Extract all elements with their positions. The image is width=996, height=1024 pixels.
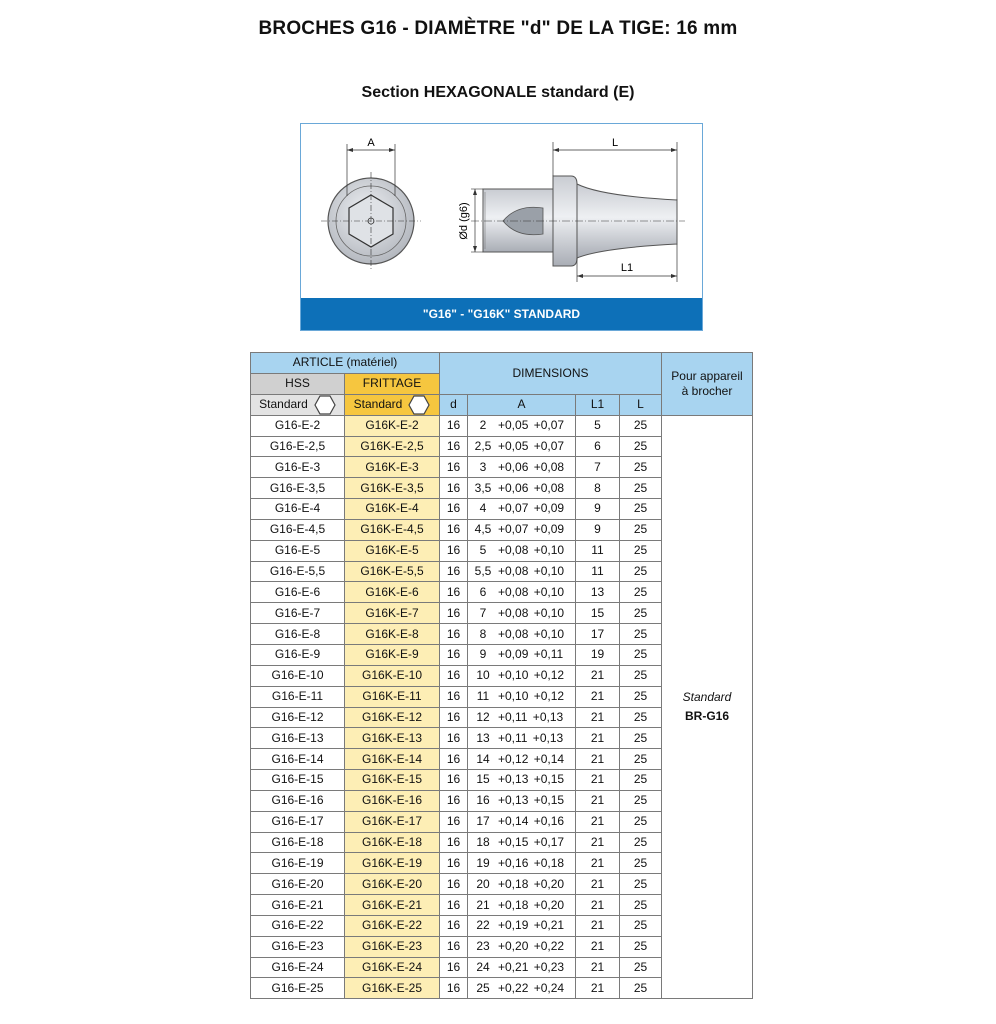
hss-item-code: G16-E-23 bbox=[251, 936, 345, 957]
a-value: 14 bbox=[476, 751, 490, 766]
hss-item-code: G16-E-7 bbox=[251, 603, 345, 624]
cell-l1: 15 bbox=[576, 603, 620, 624]
a-tolerance: +0,09 +0,11 bbox=[498, 647, 564, 662]
frittage-item-code: G16K-E-16 bbox=[345, 790, 440, 811]
a-value: 4,5 bbox=[474, 522, 492, 537]
cell-d: 16 bbox=[440, 644, 468, 665]
a-tolerance: +0,05 +0,07 bbox=[498, 438, 565, 453]
a-value: 18 bbox=[476, 834, 490, 849]
cell-a bbox=[468, 540, 576, 561]
header-standard-hss bbox=[251, 394, 345, 415]
cell-d: 16 bbox=[440, 874, 468, 895]
frittage-item-code: G16K-E-11 bbox=[345, 686, 440, 707]
cell-d: 16 bbox=[440, 415, 468, 436]
cell-l: 25 bbox=[620, 895, 662, 916]
cell-d: 16 bbox=[440, 978, 468, 999]
a-value: 3,5 bbox=[474, 480, 492, 495]
header-article: ARTICLE (matériel) bbox=[251, 353, 440, 374]
cell-d: 16 bbox=[440, 790, 468, 811]
cell-l: 25 bbox=[620, 686, 662, 707]
page-title: BROCHES G16 - DIAMÈTRE "d" DE LA TIGE: 16 mm bbox=[258, 18, 738, 39]
cell-a bbox=[468, 853, 576, 874]
a-value: 2 bbox=[479, 418, 487, 433]
cell-l1: 21 bbox=[576, 770, 620, 791]
cell-l1: 9 bbox=[576, 519, 620, 540]
a-value: 11 bbox=[476, 689, 490, 704]
frittage-item-code: G16K-E-19 bbox=[345, 853, 440, 874]
cell-l: 25 bbox=[620, 582, 662, 603]
cell-l: 25 bbox=[620, 457, 662, 478]
a-tolerance: +0,20 +0,22 bbox=[498, 939, 565, 954]
cell-d: 16 bbox=[440, 915, 468, 936]
hss-item-code: G16-E-8 bbox=[251, 624, 345, 645]
frittage-item-code: G16K-E-22 bbox=[345, 915, 440, 936]
cell-d: 16 bbox=[440, 749, 468, 770]
a-value: 15 bbox=[476, 772, 490, 787]
a-value: 12 bbox=[476, 709, 490, 724]
hss-item-code: G16-E-24 bbox=[251, 957, 345, 978]
cell-d: 16 bbox=[440, 436, 468, 457]
a-value: 5 bbox=[479, 543, 487, 558]
cell-l: 25 bbox=[620, 665, 662, 686]
cell-a bbox=[468, 895, 576, 916]
standard-hss-label: Standard bbox=[259, 397, 308, 412]
hss-item-code: G16-E-9 bbox=[251, 644, 345, 665]
a-tolerance: +0,08 +0,10 bbox=[498, 564, 565, 579]
a-value: 9 bbox=[479, 647, 487, 662]
hss-item-code: G16-E-4,5 bbox=[251, 519, 345, 540]
header-dimensions: DIMENSIONS bbox=[440, 353, 662, 395]
cell-l: 25 bbox=[620, 644, 662, 665]
a-tolerance: +0,22 +0,24 bbox=[498, 980, 565, 995]
cell-l: 25 bbox=[620, 915, 662, 936]
cell-d: 16 bbox=[440, 936, 468, 957]
cell-l: 25 bbox=[620, 519, 662, 540]
frittage-item-code: G16K-E-3 bbox=[345, 457, 440, 478]
a-tolerance: +0,19 +0,21 bbox=[498, 918, 565, 933]
cell-a bbox=[468, 915, 576, 936]
a-tolerance: +0,08 +0,10 bbox=[498, 626, 565, 641]
apparatus-standard: Standard bbox=[682, 690, 732, 704]
frittage-item-code: G16K-E-25 bbox=[345, 978, 440, 999]
table-row bbox=[251, 415, 753, 436]
a-tolerance: +0,12 +0,14 bbox=[498, 751, 565, 766]
a-value: 2,5 bbox=[474, 438, 492, 453]
cell-l: 25 bbox=[620, 728, 662, 749]
a-tolerance: +0,18 +0,20 bbox=[498, 876, 565, 891]
cell-d: 16 bbox=[440, 770, 468, 791]
a-tolerance: +0,13 +0,15 bbox=[498, 772, 565, 787]
header-col-a: A bbox=[468, 394, 576, 415]
cell-l: 25 bbox=[620, 707, 662, 728]
cell-l1: 21 bbox=[576, 686, 620, 707]
cell-l1: 21 bbox=[576, 749, 620, 770]
hss-item-code: G16-E-20 bbox=[251, 874, 345, 895]
cell-a bbox=[468, 728, 576, 749]
cell-l1: 21 bbox=[576, 665, 620, 686]
header-col-l1: L1 bbox=[576, 394, 620, 415]
frittage-item-code: G16K-E-24 bbox=[345, 957, 440, 978]
frittage-item-code: G16K-E-13 bbox=[345, 728, 440, 749]
a-tolerance: +0,10 +0,12 bbox=[498, 668, 565, 683]
frittage-item-code: G16K-E-9 bbox=[345, 644, 440, 665]
cell-a bbox=[468, 874, 576, 895]
cell-a bbox=[468, 499, 576, 520]
hss-item-code: G16-E-13 bbox=[251, 728, 345, 749]
hss-item-code: G16-E-15 bbox=[251, 770, 345, 791]
a-value: 17 bbox=[476, 814, 490, 829]
cell-d: 16 bbox=[440, 519, 468, 540]
a-value: 8 bbox=[479, 626, 487, 641]
cell-l1: 21 bbox=[576, 957, 620, 978]
frittage-item-code: G16K-E-14 bbox=[345, 749, 440, 770]
a-tolerance: +0,08 +0,10 bbox=[498, 543, 565, 558]
frittage-item-code: G16K-E-10 bbox=[345, 665, 440, 686]
broach-drawing bbox=[301, 124, 702, 300]
a-value: 5,5 bbox=[474, 564, 492, 579]
cell-l1: 21 bbox=[576, 707, 620, 728]
cell-l: 25 bbox=[620, 603, 662, 624]
cell-a bbox=[468, 978, 576, 999]
apparatus-model: BR-G16 bbox=[684, 709, 729, 723]
hss-item-code: G16-E-22 bbox=[251, 915, 345, 936]
a-tolerance: +0,11 +0,13 bbox=[498, 709, 564, 724]
cell-a bbox=[468, 665, 576, 686]
frittage-item-code: G16K-E-23 bbox=[345, 936, 440, 957]
cell-l1: 8 bbox=[576, 478, 620, 499]
cell-d: 16 bbox=[440, 707, 468, 728]
hss-item-code: G16-E-3 bbox=[251, 457, 345, 478]
a-value: 4 bbox=[479, 501, 487, 516]
a-tolerance: +0,21 +0,23 bbox=[498, 960, 565, 975]
label-l: L bbox=[611, 137, 619, 149]
a-value: 19 bbox=[476, 855, 490, 870]
cell-l: 25 bbox=[620, 978, 662, 999]
frittage-item-code: G16K-E-20 bbox=[345, 874, 440, 895]
header-frittage: FRITTAGE bbox=[345, 373, 440, 394]
frittage-item-code: G16K-E-6 bbox=[345, 582, 440, 603]
cell-a bbox=[468, 644, 576, 665]
cell-a bbox=[468, 790, 576, 811]
broach-table bbox=[250, 352, 753, 999]
hss-item-code: G16-E-5,5 bbox=[251, 561, 345, 582]
section-subtitle: Section HEXAGONALE standard (E) bbox=[361, 84, 635, 101]
hss-item-code: G16-E-3,5 bbox=[251, 478, 345, 499]
cell-l: 25 bbox=[620, 624, 662, 645]
a-tolerance: +0,11 +0,13 bbox=[498, 730, 564, 745]
hss-item-code: G16-E-2 bbox=[251, 415, 345, 436]
frittage-item-code: G16K-E-4 bbox=[345, 499, 440, 520]
cell-a bbox=[468, 770, 576, 791]
cell-d: 16 bbox=[440, 457, 468, 478]
standard-frittage-label: Standard bbox=[353, 397, 403, 412]
frittage-item-code: G16K-E-21 bbox=[345, 895, 440, 916]
label-a: A bbox=[367, 137, 375, 149]
hss-item-code: G16-E-14 bbox=[251, 749, 345, 770]
cell-l1: 17 bbox=[576, 624, 620, 645]
cell-a bbox=[468, 624, 576, 645]
a-value: 25 bbox=[476, 980, 490, 995]
a-tolerance: +0,13 +0,15 bbox=[498, 793, 565, 808]
hss-item-code: G16-E-12 bbox=[251, 707, 345, 728]
cell-l: 25 bbox=[620, 790, 662, 811]
cell-l1: 21 bbox=[576, 728, 620, 749]
end-view bbox=[321, 144, 421, 270]
hss-item-code: G16-E-17 bbox=[251, 811, 345, 832]
broach-drawing-figure bbox=[300, 123, 703, 331]
header-col-d: d bbox=[440, 394, 468, 415]
hss-item-code: G16-E-21 bbox=[251, 895, 345, 916]
hss-item-code: G16-E-10 bbox=[251, 665, 345, 686]
cell-l: 25 bbox=[620, 811, 662, 832]
frittage-item-code: G16K-E-17 bbox=[345, 811, 440, 832]
header-apparatus-line1: Pour appareil bbox=[671, 368, 743, 383]
frittage-item-code: G16K-E-15 bbox=[345, 770, 440, 791]
a-tolerance: +0,15 +0,17 bbox=[498, 834, 565, 849]
frittage-item-code: G16K-E-4,5 bbox=[345, 519, 440, 540]
side-view bbox=[471, 142, 685, 282]
cell-l1: 21 bbox=[576, 936, 620, 957]
cell-l1: 13 bbox=[576, 582, 620, 603]
cell-l1: 19 bbox=[576, 644, 620, 665]
frittage-item-code: G16K-E-18 bbox=[345, 832, 440, 853]
cell-d: 16 bbox=[440, 561, 468, 582]
hss-item-code: G16-E-11 bbox=[251, 686, 345, 707]
cell-d: 16 bbox=[440, 832, 468, 853]
a-value: 20 bbox=[476, 876, 490, 891]
a-tolerance: +0,18 +0,20 bbox=[498, 897, 565, 912]
a-value: 7 bbox=[479, 605, 487, 620]
cell-l1: 6 bbox=[576, 436, 620, 457]
cell-d: 16 bbox=[440, 853, 468, 874]
label-l1: L1 bbox=[620, 262, 634, 274]
header-apparatus-line2: à brocher bbox=[681, 383, 733, 398]
cell-l1: 21 bbox=[576, 978, 620, 999]
hss-item-code: G16-E-18 bbox=[251, 832, 345, 853]
cell-l1: 21 bbox=[576, 790, 620, 811]
cell-d: 16 bbox=[440, 624, 468, 645]
cell-a bbox=[468, 415, 576, 436]
cell-l: 25 bbox=[620, 957, 662, 978]
cell-d: 16 bbox=[440, 478, 468, 499]
a-value: 10 bbox=[476, 668, 490, 683]
cell-l1: 5 bbox=[576, 415, 620, 436]
a-tolerance: +0,07 +0,09 bbox=[498, 522, 565, 537]
header-apparatus bbox=[662, 353, 753, 416]
cell-a bbox=[468, 686, 576, 707]
cell-l: 25 bbox=[620, 499, 662, 520]
a-tolerance: +0,08 +0,10 bbox=[498, 605, 565, 620]
hss-item-code: G16-E-25 bbox=[251, 978, 345, 999]
a-tolerance: +0,08 +0,10 bbox=[498, 584, 565, 599]
cell-l1: 21 bbox=[576, 832, 620, 853]
cell-a bbox=[468, 936, 576, 957]
hss-item-code: G16-E-4 bbox=[251, 499, 345, 520]
a-tolerance: +0,14 +0,16 bbox=[498, 814, 565, 829]
cell-l: 25 bbox=[620, 540, 662, 561]
hss-item-code: G16-E-16 bbox=[251, 790, 345, 811]
frittage-item-code: G16K-E-2 bbox=[345, 415, 440, 436]
a-value: 16 bbox=[476, 793, 490, 808]
frittage-item-code: G16K-E-2,5 bbox=[345, 436, 440, 457]
frittage-item-code: G16K-E-7 bbox=[345, 603, 440, 624]
header-hss: HSS bbox=[251, 373, 345, 394]
cell-l1: 21 bbox=[576, 853, 620, 874]
hss-item-code: G16-E-19 bbox=[251, 853, 345, 874]
a-value: 13 bbox=[476, 730, 490, 745]
cell-a bbox=[468, 811, 576, 832]
cell-a bbox=[468, 582, 576, 603]
figure-caption: "G16" - "G16K" STANDARD bbox=[301, 298, 702, 330]
cell-a bbox=[468, 832, 576, 853]
cell-d: 16 bbox=[440, 811, 468, 832]
cell-l1: 7 bbox=[576, 457, 620, 478]
a-tolerance: +0,06 +0,08 bbox=[498, 459, 565, 474]
hss-item-code: G16-E-5 bbox=[251, 540, 345, 561]
a-tolerance: +0,07 +0,09 bbox=[498, 501, 565, 516]
cell-l: 25 bbox=[620, 936, 662, 957]
cell-d: 16 bbox=[440, 499, 468, 520]
cell-l: 25 bbox=[620, 832, 662, 853]
cell-l1: 9 bbox=[576, 499, 620, 520]
a-tolerance: +0,05 +0,07 bbox=[498, 418, 565, 433]
hexagon-icon bbox=[314, 395, 336, 415]
cell-d: 16 bbox=[440, 603, 468, 624]
a-value: 3 bbox=[479, 459, 487, 474]
cell-l1: 11 bbox=[576, 540, 620, 561]
cell-d: 16 bbox=[440, 728, 468, 749]
cell-d: 16 bbox=[440, 686, 468, 707]
cell-l1: 21 bbox=[576, 895, 620, 916]
header-standard-frittage bbox=[345, 394, 440, 415]
cell-a bbox=[468, 519, 576, 540]
table-body bbox=[251, 415, 753, 999]
hexagon-icon bbox=[408, 395, 430, 415]
cell-l: 25 bbox=[620, 853, 662, 874]
cell-l1: 21 bbox=[576, 874, 620, 895]
cell-l: 25 bbox=[620, 415, 662, 436]
frittage-item-code: G16K-E-12 bbox=[345, 707, 440, 728]
cell-d: 16 bbox=[440, 957, 468, 978]
hss-item-code: G16-E-2,5 bbox=[251, 436, 345, 457]
a-tolerance: +0,06 +0,08 bbox=[498, 480, 565, 495]
cell-d: 16 bbox=[440, 895, 468, 916]
a-value: 22 bbox=[476, 918, 490, 933]
frittage-item-code: G16K-E-3,5 bbox=[345, 478, 440, 499]
cell-l: 25 bbox=[620, 478, 662, 499]
cell-a bbox=[468, 561, 576, 582]
frittage-item-code: G16K-E-5,5 bbox=[345, 561, 440, 582]
cell-l: 25 bbox=[620, 749, 662, 770]
a-tolerance: +0,10 +0,12 bbox=[498, 689, 565, 704]
cell-a bbox=[468, 478, 576, 499]
cell-a bbox=[468, 436, 576, 457]
a-value: 24 bbox=[476, 960, 490, 975]
cell-a bbox=[468, 603, 576, 624]
cell-l: 25 bbox=[620, 874, 662, 895]
label-diameter: Ød (g6) bbox=[458, 202, 470, 240]
cell-d: 16 bbox=[440, 540, 468, 561]
cell-a bbox=[468, 957, 576, 978]
header-col-l: L bbox=[620, 394, 662, 415]
cell-l: 25 bbox=[620, 436, 662, 457]
a-value: 23 bbox=[476, 939, 490, 954]
a-value: 21 bbox=[476, 897, 490, 912]
cell-a bbox=[468, 749, 576, 770]
cell-a bbox=[468, 457, 576, 478]
cell-a bbox=[468, 707, 576, 728]
frittage-item-code: G16K-E-8 bbox=[345, 624, 440, 645]
cell-l: 25 bbox=[620, 770, 662, 791]
hss-item-code: G16-E-6 bbox=[251, 582, 345, 603]
cell-l1: 21 bbox=[576, 915, 620, 936]
cell-l1: 21 bbox=[576, 811, 620, 832]
a-tolerance: +0,16 +0,18 bbox=[498, 855, 565, 870]
cell-l1: 11 bbox=[576, 561, 620, 582]
frittage-item-code: G16K-E-5 bbox=[345, 540, 440, 561]
apparatus-cell bbox=[662, 415, 753, 999]
cell-d: 16 bbox=[440, 582, 468, 603]
a-value: 6 bbox=[479, 584, 487, 599]
cell-d: 16 bbox=[440, 665, 468, 686]
cell-l: 25 bbox=[620, 561, 662, 582]
